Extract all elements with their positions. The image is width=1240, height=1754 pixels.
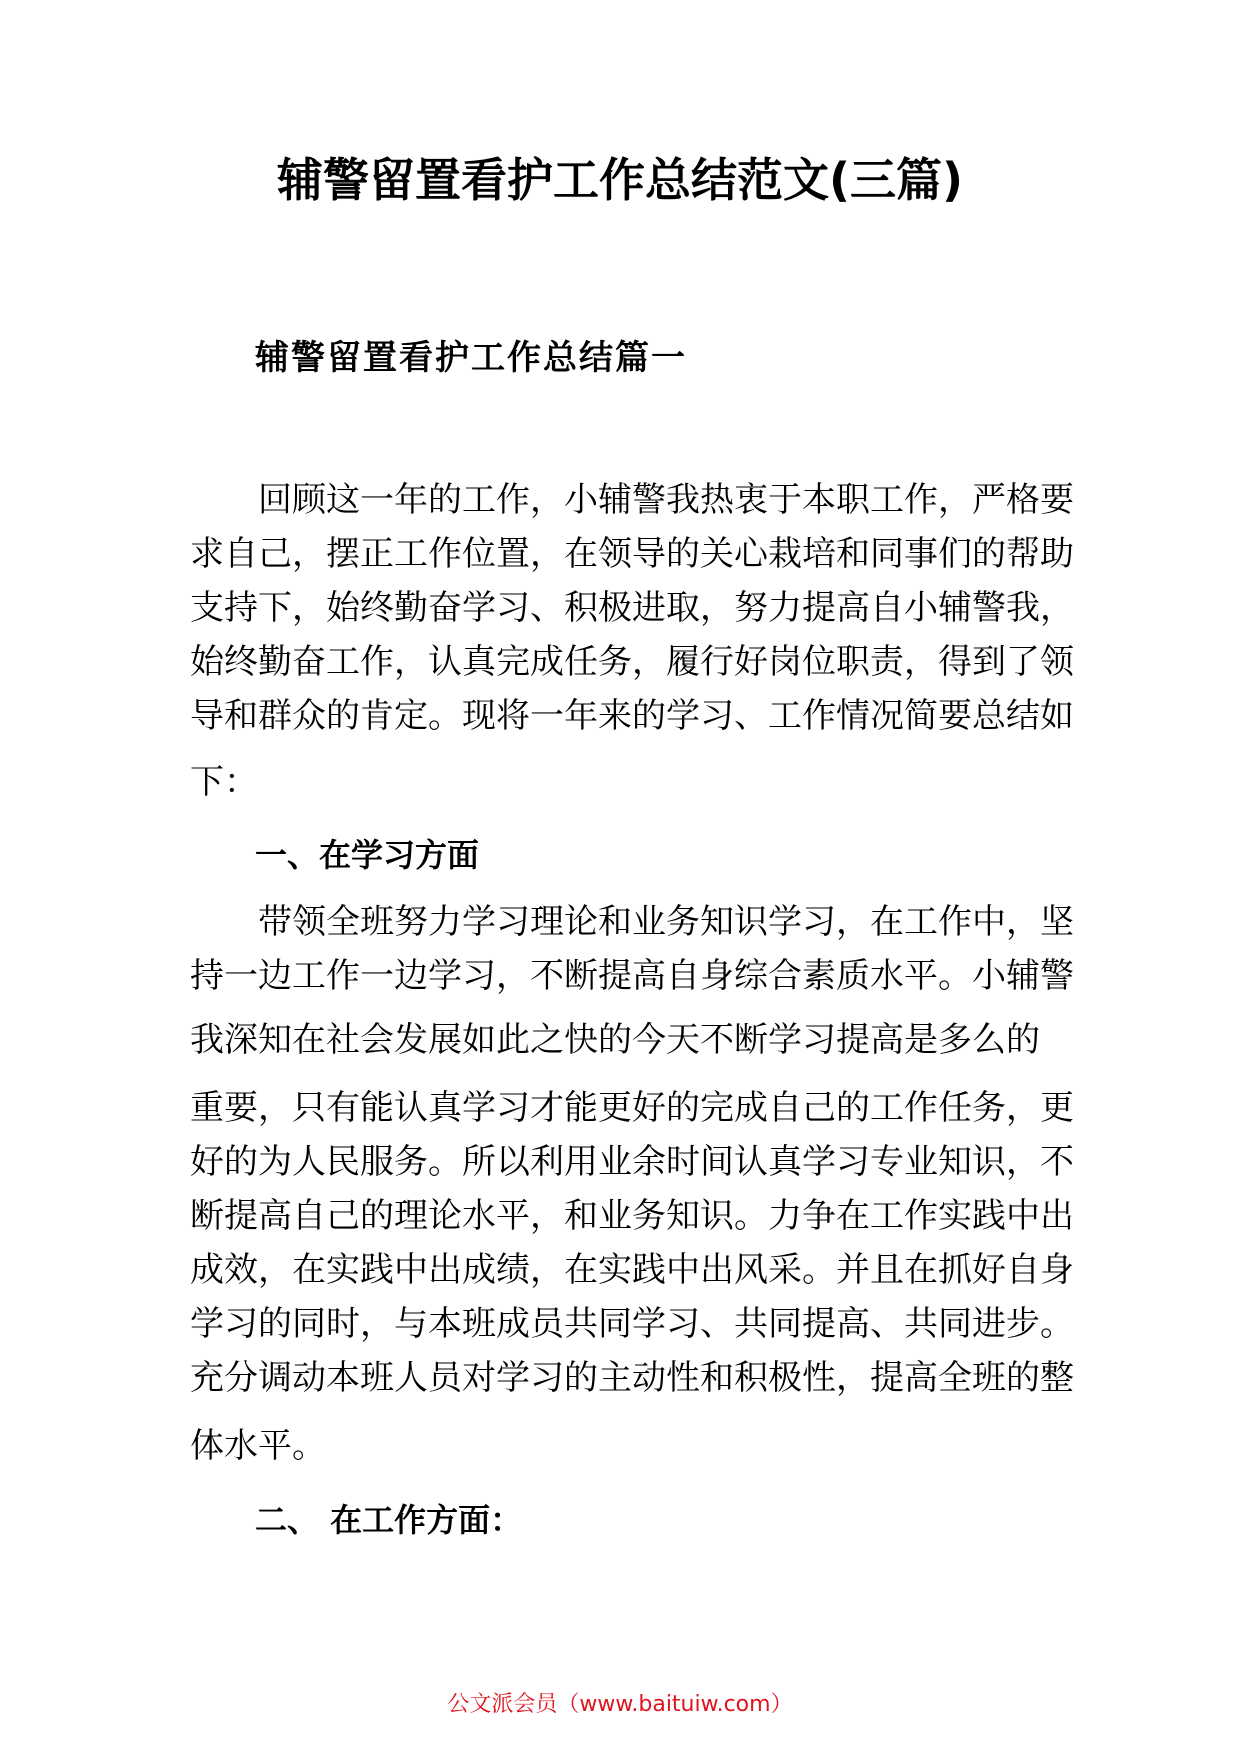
paragraph-2-line: 学习的同时，与本班成员共同学习、共同提高、共同进步。 [190,1304,1074,1344]
paragraph-2-line: 断提高自己的理论水平，和业务知识。力争在工作实践中出 [190,1196,1074,1236]
paragraph-1-line: 求自己，摆正工作位置，在领导的关心栽培和同事们的帮助 [190,534,1074,574]
paragraph-1-line: 回顾这一年的工作，小辅警我热衷于本职工作，严格要 [258,480,1074,520]
paragraph-1-line: 下： [190,762,258,802]
section-1-heading: 一、在学习方面 [255,836,480,874]
paragraph-1-line: 支持下，始终勤奋学习、积极进取，努力提高自小辅警我， [190,588,1074,628]
document-subtitle: 辅警留置看护工作总结篇一 [255,338,687,378]
paragraph-1-line: 导和群众的肯定。现将一年来的学习、工作情况简要总结如 [190,696,1074,736]
paragraph-2-line: 重要，只有能认真学习才能更好的完成自己的工作任务，更 [190,1088,1074,1128]
paragraph-1-line: 始终勤奋工作，认真完成任务，履行好岗位职责，得到了领 [190,642,1074,682]
paragraph-2-line: 成效，在实践中出成绩，在实践中出风采。并且在抓好自身 [190,1250,1074,1290]
paragraph-2-line: 体水平。 [190,1426,326,1466]
footer-watermark-link[interactable]: 公文派会员（www.baituiw.com） [447,1692,793,1717]
paragraph-2-line: 我深知在社会发展如此之快的今天不断学习提高是多么的 [190,1020,1040,1060]
section-2-heading: 二、 在工作方面： [255,1501,523,1539]
paragraph-2-line: 好的为人民服务。所以利用业余时间认真学习专业知识，不 [190,1142,1074,1182]
paragraph-2-line: 充分调动本班人员对学习的主动性和积极性，提高全班的整 [190,1358,1074,1398]
paragraph-2-line: 带领全班努力学习理论和业务知识学习，在工作中，坚 [258,902,1074,942]
paragraph-2-line: 持一边工作一边学习，不断提高自身综合素质水平。小辅警 [190,956,1074,996]
document-title: 辅警留置看护工作总结范文(三篇) [276,153,964,207]
